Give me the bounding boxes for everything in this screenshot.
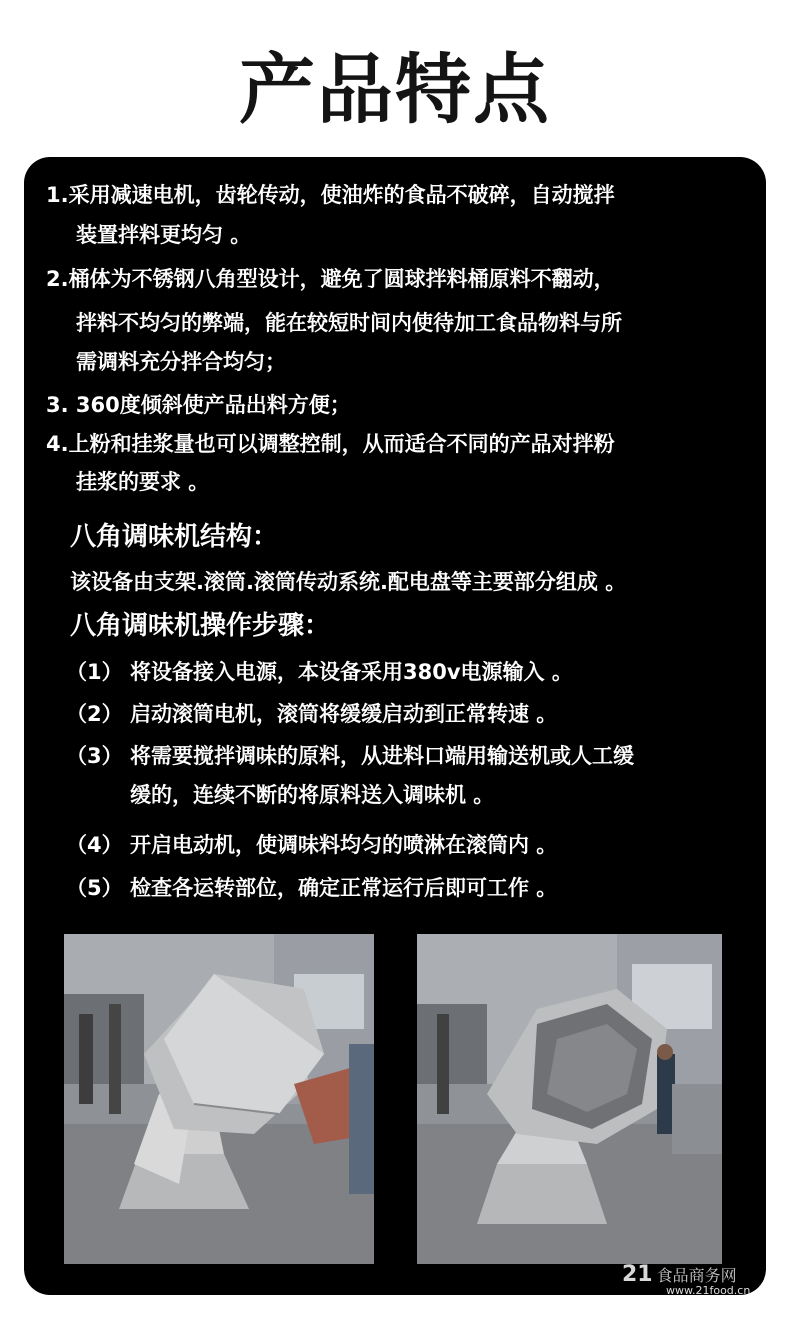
step-1-number: （1） xyxy=(66,660,123,684)
structure-text: 该设备由支架.滚筒.滚筒传动系统.配电盘等主要部分组成 。 xyxy=(70,570,627,594)
step-4-text: 开启电动机，使调味料均匀的喷淋在滚筒内 。 xyxy=(130,833,558,857)
watermark-url: www.21food.cn xyxy=(666,1284,751,1297)
watermark xyxy=(622,1262,751,1297)
step-2-text: 启动滚筒电机，滚筒将缓缓启动到正常转速 。 xyxy=(130,702,558,726)
step-3-number: （3） xyxy=(66,744,123,768)
structure-heading: 八角调味机结构： xyxy=(70,522,279,552)
feature-1-line-2: 装置拌料更均匀 。 xyxy=(76,223,252,247)
feature-panel xyxy=(24,157,766,1295)
feature-4-line-1: 4.上粉和挂浆量也可以调整控制，从而适合不同的产品对拌粉 xyxy=(46,432,615,456)
step-3-text-cont: 缓的，连续不断的将原料送入调味机 。 xyxy=(130,783,495,807)
steps-heading: 八角调味机操作步骤： xyxy=(70,611,331,641)
step-2-number: （2） xyxy=(66,702,123,726)
feature-2-line-3: 需调料充分拌合均匀； xyxy=(76,350,286,374)
feature-4-line-2: 挂浆的要求 。 xyxy=(76,470,210,494)
machine-photo-closed xyxy=(64,934,374,1264)
page-title: 产品特点 xyxy=(239,45,551,134)
step-4-number: （4） xyxy=(66,833,123,857)
step-3-text: 将需要搅拌调味的原料，从进料口端用输送机或人工缓 xyxy=(130,744,634,768)
step-1-text: 将设备接入电源，本设备采用380v电源输入 。 xyxy=(130,660,573,684)
watermark-logo: 21 xyxy=(622,1262,653,1287)
step-5-text: 检查各运转部位，确定正常运行后即可工作 。 xyxy=(130,876,558,900)
step-5-number: （5） xyxy=(66,876,123,900)
feature-1-line-1: 1.采用减速电机，齿轮传动，使油炸的食品不破碎，自动搅拌 xyxy=(46,183,615,207)
watermark-name: 食品商务网 xyxy=(656,1266,737,1285)
feature-2-line-2: 拌料不均匀的弊端，能在较短时间内使待加工食品物料与所 xyxy=(76,311,622,335)
feature-2-line-1: 2.桶体为不锈钢八角型设计，避免了圆球拌料桶原料不翻动， xyxy=(46,267,615,291)
feature-3-line-1: 3. 360度倾斜使产品出料方便； xyxy=(46,393,351,417)
machine-photo-open xyxy=(417,934,722,1264)
